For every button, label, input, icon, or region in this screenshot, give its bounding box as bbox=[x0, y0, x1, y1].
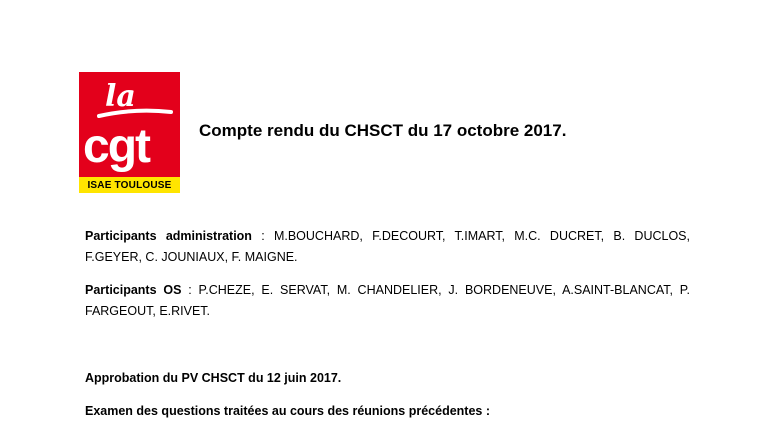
logo-la-text: la bbox=[105, 79, 136, 114]
participants-admin-label: Participants administration bbox=[85, 229, 252, 243]
participants-admin-sep: : bbox=[251, 229, 274, 243]
participants-administration bbox=[85, 226, 690, 268]
participants-os-names: P.CHEZE, E. SERVAT, M. CHANDELIER, J. BORDENEUVE, A.SAINT-BLANCAT, P. FARGEOUT, E.RIVET. bbox=[85, 283, 690, 318]
cgt-logo-mark bbox=[79, 72, 180, 177]
participants-os-label: Participants OS bbox=[85, 283, 182, 297]
logo-band-text: ISAE TOULOUSE bbox=[87, 179, 172, 191]
logo-cgt-text: cgt bbox=[83, 120, 149, 173]
logo-band bbox=[79, 177, 180, 193]
participants-admin-names: M.BOUCHARD, F.DECOURT, T.IMART, M.C. DUCRET, B. DUCLOS, F.GEYER, C. JOUNIAUX, F. MAIGNE. bbox=[85, 229, 690, 264]
participants-os-sep: : bbox=[181, 283, 199, 297]
cgt-logo bbox=[79, 72, 180, 193]
review-heading: Examen des questions traitées au cours des réunions précédentes : bbox=[85, 404, 490, 418]
participants-os bbox=[85, 280, 690, 322]
document-title: Compte rendu du CHSCT du 17 octobre 2017. bbox=[199, 121, 567, 140]
approval-heading: Approbation du PV CHSCT du 12 juin 2017. bbox=[85, 371, 342, 385]
